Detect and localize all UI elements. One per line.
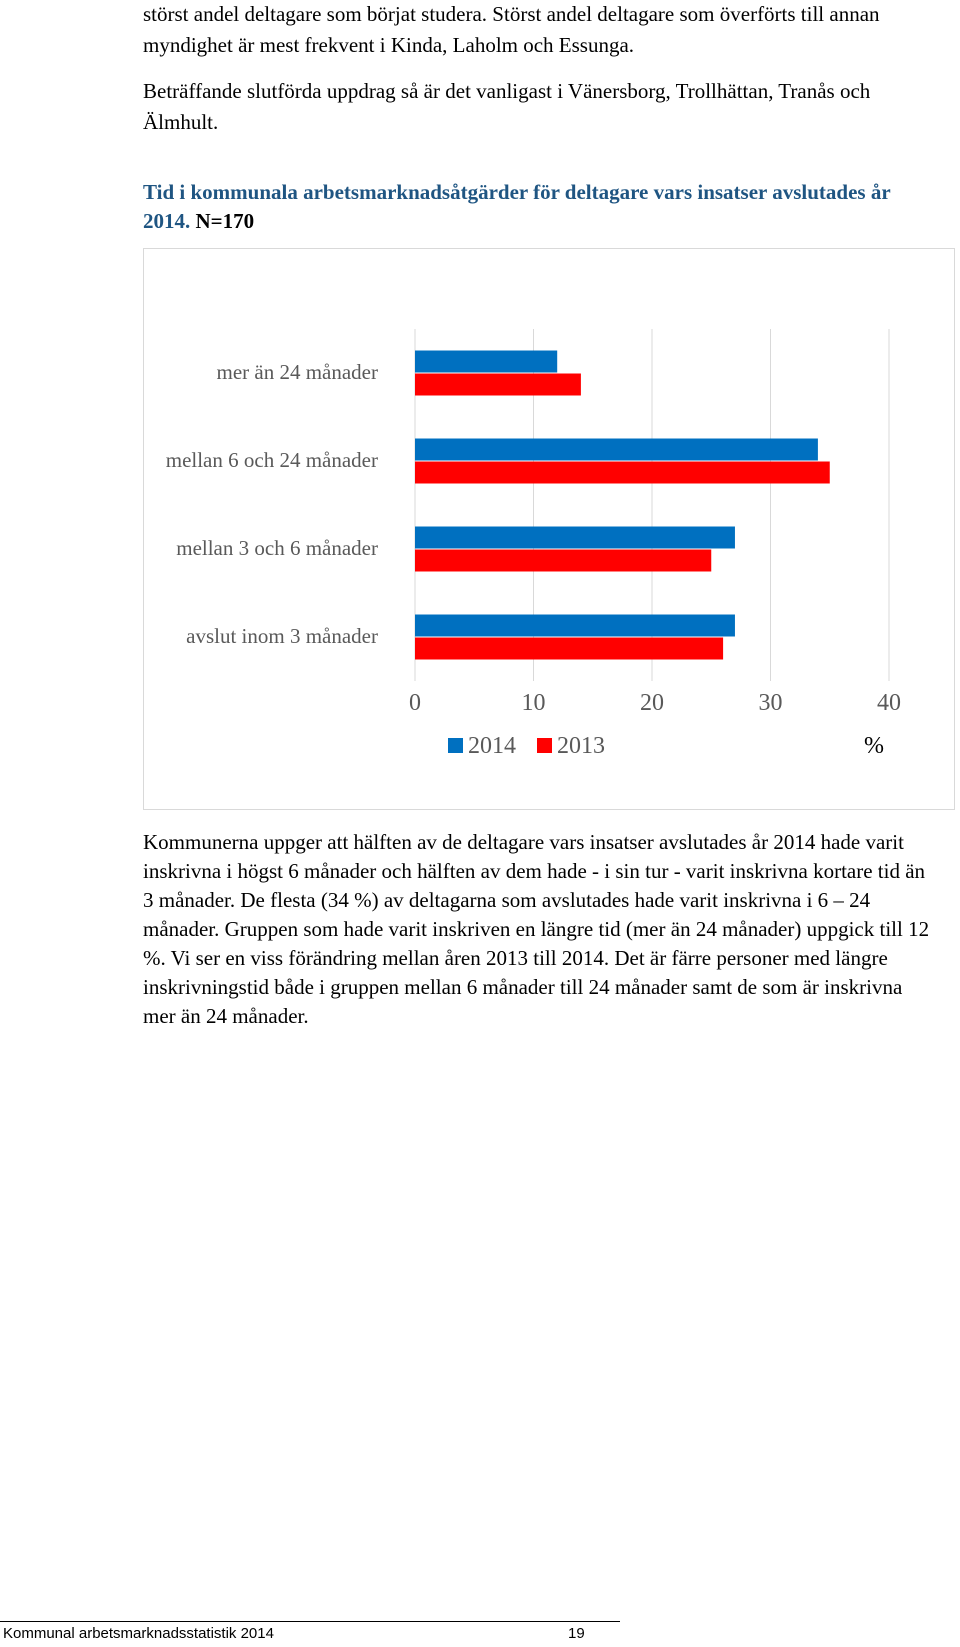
legend (448, 733, 605, 759)
bar-2014 (415, 615, 735, 637)
bar-2013 (415, 550, 711, 572)
bar-2014 (415, 351, 557, 373)
category-label: mellan 6 och 24 månader (165, 447, 378, 472)
x-unit-label: % (864, 733, 884, 759)
x-tick-label: 0 (409, 690, 421, 716)
bar-2014 (415, 527, 735, 549)
legend-swatch (537, 738, 552, 753)
completion-paragraph: Beträffande slutförda uppdrag så är det vanligast i Vänersborg, Trollhättan, Tranås och Älmhult. (143, 79, 871, 134)
bars (415, 351, 830, 660)
category-label: mer än 24 månader (216, 359, 378, 384)
legend-swatch (448, 738, 463, 753)
category-label: mellan 3 och 6 månader (176, 535, 378, 560)
chart-heading (143, 178, 933, 236)
x-tick-label: 20 (640, 690, 664, 716)
category-labels (166, 360, 378, 648)
bar-chart (143, 248, 955, 810)
legend-label: 2013 (557, 733, 605, 759)
chart-heading-text: Tid i kommunala arbetsmarknadsåtgärder för deltagare vars insatser avslutades år 2014. (143, 180, 891, 233)
analysis-paragraph: Kommunerna uppger att hälften av de deltagare vars insatser avslutades år 2014 hade varit inskrivna i högst 6 månader och hälften av dem hade - i sin tur - varit inskrivna kortare tid än 3 månader. De flesta (34 %) av deltagarna som avslutades hade varit inskrivna i 6 – 24 månader. Gruppen som hade varit inskriven en längre tid (mer än 24 månader) uppgick till 12 %. Vi ser en viss förändring mellan åren 2013 till 2014. Det är färre personer med längre inskrivningstid både i gruppen mellan 6 månader till 24 månader samt de som är inskrivna mer än 24 månader. (143, 830, 930, 1028)
bar-2013 (415, 374, 581, 396)
legend-label: 2014 (468, 733, 516, 759)
bar-2013 (415, 638, 723, 660)
x-tick-label: 40 (877, 690, 901, 716)
bar-2013 (415, 462, 830, 484)
bar-chart-svg (144, 249, 954, 809)
page-number: 19 (568, 1625, 585, 1642)
chart-heading-n: N=170 (195, 209, 255, 233)
footer-title: Kommunal arbetsmarknadsstatistik 2014 (3, 1625, 274, 1642)
category-label: avslut inom 3 månader (186, 623, 378, 648)
x-tick-label: 30 (758, 690, 783, 716)
bar-2014 (415, 439, 818, 461)
x-tick-label: 10 (521, 690, 546, 716)
x-tick-labels (409, 690, 901, 716)
footer-rule (0, 1621, 620, 1622)
intro-paragraph: störst andel deltagare som börjat studera. Störst andel deltagare som överförts till annan myndighet är mest frekvent i Kinda, Laholm och Essunga. (143, 2, 880, 57)
